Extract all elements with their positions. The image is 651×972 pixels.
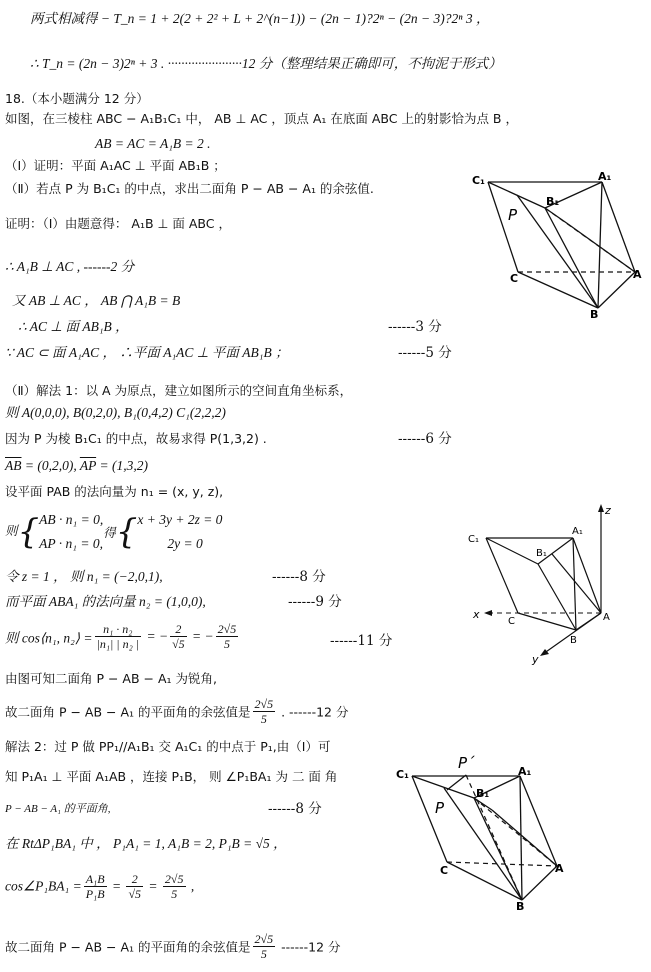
method-1-intro: （Ⅱ）解法 1：以 A 为原点，建立如图所示的空间直角坐标系， [5, 383, 353, 398]
fig3-label-c: C [440, 864, 449, 877]
normal-vector-def: 设平面 PAB 的法向量为 n₁ = (x, y, z), [5, 484, 224, 499]
prism-figure-3 [392, 748, 572, 913]
fig1-label-a: A [633, 268, 642, 281]
score-3: ------3 分 [388, 319, 442, 335]
fig2-label-a1: A₁ [572, 526, 583, 537]
score-8a: ------8 分 [272, 569, 326, 585]
method-2-step: 知 P₁A₁ ⊥ 平面 A₁AB ，连接 P₁B， 则 ∠P₁BA₁ 为 二 面 角 [5, 769, 338, 784]
fig3-label-b: B [516, 900, 525, 913]
fig1-label-a1: A₁ [598, 170, 612, 183]
point-p: 因为 P 为棱 B₁C₁ 的中点，故易求得 P(1,3,2) . [5, 431, 267, 446]
fig2-label-b: B [570, 635, 577, 646]
proof-step-2: ∴ A₁B ⊥ AC , ------2 分 [5, 259, 135, 274]
fig2-label-a: A [603, 612, 610, 623]
method-2-intro: 解法 2：过 P 做 PP₁//A₁B₁ 交 A₁C₁ 的中点于 P₁,由（Ⅰ）可 [5, 739, 331, 754]
set-z: 令 z = 1 ， 则 n₁ = (−2,0,1), [5, 569, 163, 584]
score-11: ------11 分 [330, 633, 393, 649]
line-tn-result: ∴ T_n = (2n − 3)2ⁿ + 3 . ······················12 分（整理结果正确即可，不拘泥于形式） [30, 56, 502, 71]
vectors-line: $\overline{AB} = (0,2,0)$, $\overline{AP} = (1,3,2)$ [5, 458, 148, 473]
score-5: ------5 分 [398, 345, 452, 361]
method-2-angle: P − AB − A₁ 的平面角, [5, 803, 111, 815]
fig2-label-b1: B₁ [536, 548, 547, 559]
fig1-label-b: B [590, 308, 599, 318]
score-9: ------9 分 [288, 594, 342, 610]
fig1-label-c1: C₁ [472, 174, 485, 187]
fig3-label-p1: P´ [458, 754, 475, 772]
right-triangle: 在 RtΔP₁BA₁ 中 ， P₁A₁ = 1, A₁B = 2, P₁B = √5 ， [5, 836, 287, 851]
fig3-label-a1: A₁ [518, 765, 532, 778]
problem-number: 18.（本小题满分 12 分） [5, 91, 149, 106]
coordinates: 则 A(0,0,0), B(0,2,0), B₁(0,4,2) C₁(2,2,2) [5, 405, 226, 420]
score-8b: ------8 分 [268, 801, 322, 817]
fig2-axis-y: y [532, 653, 539, 665]
score-6: ------6 分 [398, 431, 452, 447]
line-subtract: 两式相减得 − T_n = 1 + 2(2 + 2² + L + 2^(n−1)) − (2n − 1)?2ⁿ − (2n − 3)?2ⁿ 3 ， [30, 11, 490, 26]
question-2: （Ⅱ）若点 P 为 B₁C₁ 的中点，求出二面角 P − AB − A₁ 的余弦值. [5, 181, 374, 196]
question-1: （Ⅰ）证明：平面 A₁AC ⊥ 平面 AB₁B ； [5, 158, 226, 173]
fig2-axis-z: z [605, 504, 611, 517]
vector-ap: $\overline{AP}$ [79, 458, 97, 473]
fig3-label-c1: C₁ [396, 768, 409, 781]
fig1-label-b1: B₁ [546, 195, 560, 208]
cosine-calc-2: cos∠P₁BA₁ = $\frac{\text{A₁B}}{\text{P₁B}}$ = $\frac{2}{√5}$ = $\frac{2√5}{5}$ , [5, 872, 195, 901]
method-2-answer: 故二面角 P − AB − A₁ 的平面角的余弦值是 $\frac{2√5}{5}$ ------12 分 [5, 932, 341, 961]
fig1-label-p: P [508, 206, 518, 224]
fig3-label-b1: B₁ [476, 787, 490, 800]
proof-step-5: ∵ AC ⊂ 面 A₁AC ， ∴平面 A₁AC ⊥ 平面 AB₁B ； [5, 345, 289, 360]
proof-step-3a: 又 AB ⊥ AC ， AB ⋂ A₁B = B [12, 293, 181, 308]
proof-step-3b: ∴ AC ⊥ 面 AB₁B ， [18, 319, 129, 334]
cosine-calc: 则 cos⟨n₁, n₂⟩ = $\frac{\text{n₁ · n₂}}{\text{|n₁| | n₂ |}}$ = − $\frac{2}{√5}$ = − $\frac{2√5}{5}$ [5, 622, 237, 651]
fig3-label-a: A [555, 862, 564, 875]
equation-system: 则{ AB · n₁ = 0, AP · n₁ = 0, 得{ x + 3y + 2z = 0 2y = 0 [5, 512, 223, 552]
prism-figure-1 [470, 168, 650, 318]
vector-ab: $\overline{AB}$ [5, 458, 22, 473]
prism-figure-2-axes [468, 500, 648, 665]
problem-given: AB = AC = A₁B = 2 . [95, 136, 211, 151]
proof-start: 证明：（Ⅰ）由题意得： A₁B ⊥ 面 ABC ， [5, 216, 231, 231]
fig3-label-p: P [435, 799, 445, 817]
fig2-label-c1: C₁ [468, 534, 479, 545]
problem-statement: 如图，在三棱柱 ABC − A₁B₁C₁ 中， AB ⊥ AC ，顶点 A₁ 在底面 ABC 上的射影恰为点 B ， [5, 111, 518, 126]
normal-vector-2: 而平面 ABA₁ 的法向量 n₂ = (1,0,0), [5, 594, 206, 609]
fig1-label-c: C [510, 272, 519, 285]
fig2-label-c: C [508, 616, 515, 627]
acute-angle-note: 由图可知二面角 P − AB − A₁ 为锐角, [5, 671, 217, 686]
fig2-axis-x: x [473, 608, 480, 621]
method-1-answer: 故二面角 P − AB − A₁ 的平面角的余弦值是 $\frac{2√5}{5}$ . ------12 分 [5, 697, 349, 726]
